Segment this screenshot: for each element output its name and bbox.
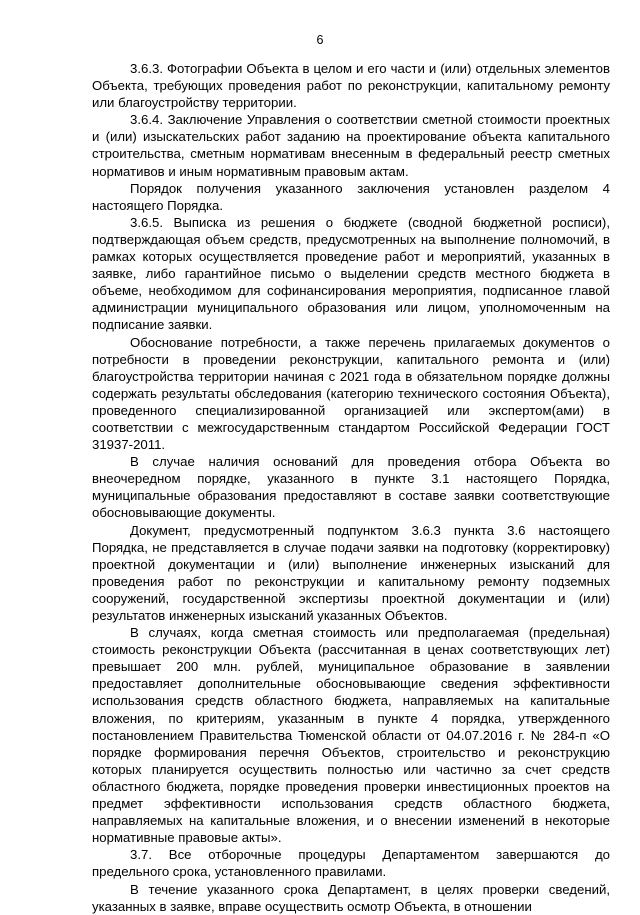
paragraph-document-exemption: Документ, предусмотренный подпунктом 3.6.3 пункта 3.6 настоящего Порядка, не представляется в случае подачи заявки на подготовку (корректировку) проектной документации и (или) выполнение инженерных изысканий для проведения работ по реконструкции и капитальному ремонту подземных сооружений, государственной экспертизы проектной документации и (или) результатов инженерных изысканий указанных Объектов. (92, 522, 610, 623)
paragraph-3-7: 3.7. Все отборочные процедуры Департаментом завершаются до предельного срока, установленного правилами. (92, 847, 610, 880)
paragraph-cost-threshold: В случаях, когда сметная стоимость или предполагаемая (предельная) стоимость реконструкции Объекта (рассчитанная в ценах соответствующих лет) превышает 200 млн. рублей, муниципальное образование в заявлении предоставляет дополнительные обосновывающие сведения эффективности использования средств областного бюджета, направляемых на капитальные вложения, по критериям, указанным в пункте 4 порядка, утвержденного постановлением Правительства Тюменской области от 04.07.2016 г. № 284-п «О порядке формирования перечня Объектов, строительство и реконструкцию которых планируется осуществить полностью или частично за счет средств областного бюджета, порядке проведения проверки инвестиционных проектов на предмет эффективности использования средств областного бюджета, направляемых на капитальные вложения, и о внесении изменений в некоторые нормативные правовые акты». (92, 625, 610, 846)
paragraph-justification: Обоснование потребности, а также перечень прилагаемых документов о потребности в проведении реконструкции, капитального ремонта и (или) благоустройства территории начиная с 2021 года в обязательном порядке должны содержать результаты обследования (категорию технического состояния Объекта), проведенного специализированной организацией или экспертом(ами) в соответствии с межгосударственным стандартом Российской Федерации ГОСТ 31937-2011. (92, 334, 610, 453)
paragraph-inspection: В течение указанного срока Департамент, в целях проверки сведений, указанных в заявке, вправе осуществить осмотр Объекта, в отношении (92, 881, 610, 914)
paragraph-conclusion-procedure: Порядок получения указанного заключения установлен разделом 4 настоящего Порядка. (92, 180, 610, 213)
paragraph-extraordinary-selection: В случае наличия оснований для проведения отбора Объекта во внеочередном порядке, указанного в пункте 3.1 настоящего Порядка, муниципальные образования предоставляют в составе заявки соответствующие обосновывающие документы. (92, 454, 610, 521)
paragraph-3-6-5: 3.6.5. Выписка из решения о бюджете (сводной бюджетной росписи), подтверждающая объем средств, предусмотренных на выполнение полномочий, в рамках которых осуществляется проведение работ и мероприятий, указанных в заявке, либо гарантийное письмо о выделении средств местного бюджета в объеме, необходимом для софинансирования мероприятия, подписанное главой администрации муниципального образования или лицом, уполномоченным на подписание заявки. (92, 214, 610, 333)
paragraph-3-6-3: 3.6.3. Фотографии Объекта в целом и его части и (или) отдельных элементов Объекта, требующих проведения работ по реконструкции, капитальному ремонту или благоустройству территории. (92, 61, 610, 111)
page-number: 6 (316, 33, 324, 47)
paragraph-3-6-4: 3.6.4. Заключение Управления о соответствии сметной стоимости проектных и (или) изыскательских работ заданию на проектирование объекта капитального строительства, сметным нормативам внесенным в федеральный реестр сметных нормативов и иным нормативным правовым актам. (92, 112, 610, 179)
document-body (92, 60, 610, 915)
